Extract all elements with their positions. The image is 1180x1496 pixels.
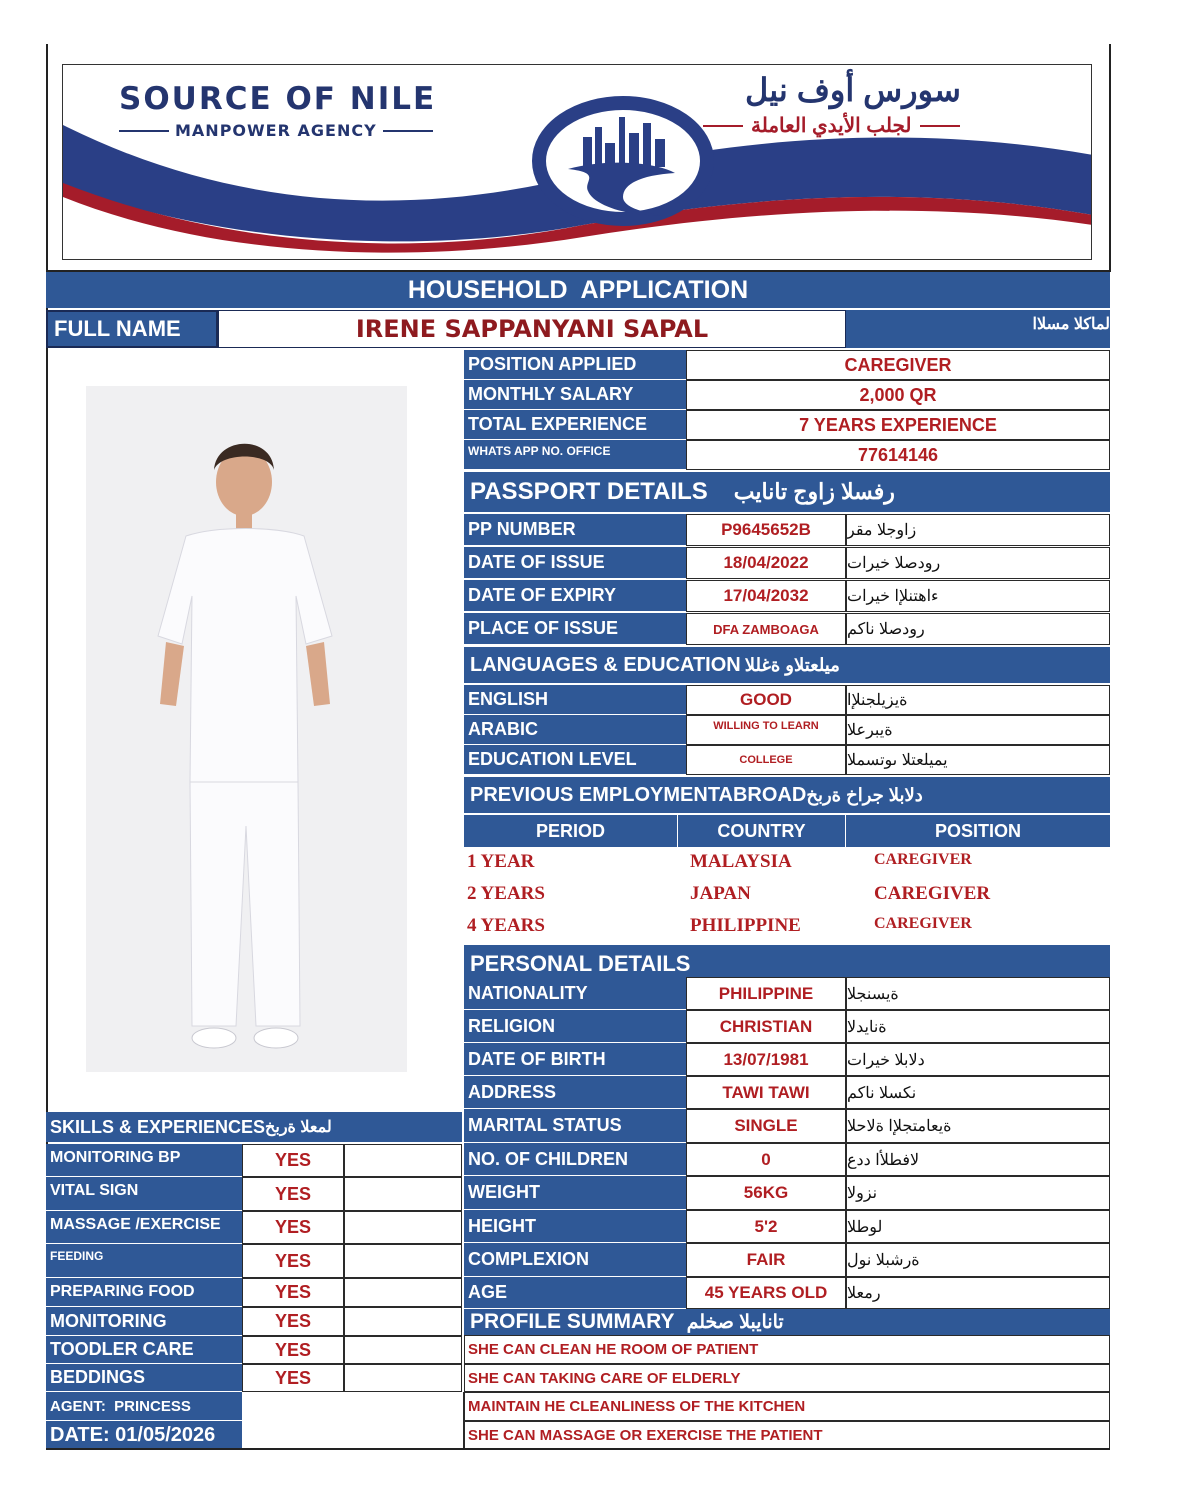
- form-title: HOUSEHOLD APPLICATION: [407, 275, 749, 304]
- languages-title: LANGUAGES & EDUCATION: [470, 653, 741, 676]
- language-ar-label: ةيبرعلا: [846, 715, 1110, 745]
- brand-name-ar: سورس أوف نيل: [745, 72, 961, 108]
- employment-title-ar: دلابلا جراخ ةربخ: [806, 784, 923, 805]
- full-name-text: IRENE SAPPANYANI SAPAL: [355, 315, 709, 343]
- passport-ar-label: رودصلا ناكم: [846, 613, 1110, 645]
- employment-country: JAPAN: [690, 883, 751, 904]
- job-label: WHATS APP NO. OFFICE: [464, 440, 686, 470]
- passport-ar-label: زاوجلا مقر: [846, 514, 1110, 546]
- personal-label: AGE: [464, 1277, 686, 1309]
- skill-value: YES: [242, 1144, 344, 1177]
- skill-label: TOODLER CARE: [46, 1336, 242, 1364]
- passport-label: DATE OF EXPIRY: [464, 580, 686, 612]
- employment-col-country: COUNTRY: [678, 815, 846, 847]
- employment-col-period: PERIOD: [464, 815, 678, 847]
- agency-logo-banner: [62, 64, 1092, 260]
- full-name-value: [218, 310, 846, 348]
- language-label: ENGLISH: [464, 685, 686, 715]
- personal-ar-label: ةيسنجلا: [846, 977, 1110, 1010]
- employment-period: 1 YEAR: [467, 851, 535, 872]
- passport-ar-label: ءاهتنلإا خيرات: [846, 580, 1110, 612]
- personal-label: WEIGHT: [464, 1176, 686, 1210]
- personal-ar-label: لافطلأا ددع: [846, 1143, 1110, 1176]
- personal-value: TAWI TAWI: [686, 1076, 846, 1109]
- summary-line: SHE CAN MASSAGE OR EXERCISE THE PATIENT: [464, 1421, 1110, 1450]
- passport-label: PP NUMBER: [464, 514, 686, 546]
- skill-label: MONITORING BP: [46, 1144, 242, 1177]
- skill-label: MASSAGE /EXERCISE: [46, 1211, 242, 1244]
- skill-value: YES: [242, 1307, 344, 1336]
- form-title-bar: [46, 270, 1110, 308]
- language-value: COLLEGE: [686, 745, 846, 775]
- passport-value: P9645652B: [686, 514, 846, 546]
- skill-label: MONITORING: [46, 1307, 242, 1336]
- employment-country: PHILIPPINE: [690, 915, 801, 936]
- personal-ar-label: ةيعامتجلإا ةلاحلا: [846, 1109, 1110, 1143]
- skills-title: SKILLS & EXPERIENCES: [50, 1116, 266, 1137]
- personal-title: PERSONAL DETAILS: [470, 951, 691, 976]
- personal-label: RELIGION: [464, 1010, 686, 1043]
- personal-label: MARITAL STATUS: [464, 1109, 686, 1143]
- personal-ar-label: ةنايدلا: [846, 1010, 1110, 1043]
- job-value: 2,000 QR: [686, 380, 1110, 410]
- full-name-label: [46, 310, 218, 348]
- passport-ar-label: رودصلا خيرات: [846, 547, 1110, 579]
- summary-line: MAINTAIN HE CLEANLINESS OF THE KITCHEN: [464, 1392, 1110, 1421]
- skill-value: YES: [242, 1211, 344, 1244]
- language-ar-label: ةيزيلجنلإا: [846, 685, 1110, 715]
- summary-title-ar: تانايبلا صخلم: [686, 1311, 784, 1333]
- employment-section-header: [464, 777, 1110, 813]
- brand-subtitle-ar-text: لجلب الأيدي العاملة: [751, 115, 912, 137]
- personal-label: NO. OF CHILDREN: [464, 1143, 686, 1176]
- brand-subtitle-en: [119, 121, 433, 140]
- personal-ar-label: ةرشبلا نول: [846, 1243, 1110, 1277]
- skill-blank-cell: [344, 1244, 462, 1278]
- summary-line: SHE CAN TAKING CARE OF ELDERLY: [464, 1364, 1110, 1392]
- summary-line: SHE CAN CLEAN HE ROOM OF PATIENT: [464, 1335, 1110, 1364]
- personal-ar-label: نكسلا ناكم: [846, 1076, 1110, 1109]
- job-label: MONTHLY SALARY: [464, 380, 686, 410]
- employment-position: CAREGIVER: [874, 851, 972, 868]
- job-label: POSITION APPLIED: [464, 350, 686, 380]
- full-name-ar-label: [846, 310, 1110, 348]
- personal-value: 5'2: [686, 1210, 846, 1243]
- languages-title-ar: ميلعتلاو ةغللا: [744, 654, 840, 675]
- full-name-ar-text: لماكلا مسلاا: [1032, 316, 1110, 333]
- personal-ar-label: نزولا: [846, 1176, 1110, 1210]
- agent-label: AGENT: PRINCESS: [46, 1392, 242, 1421]
- summary-section-header: [464, 1309, 1110, 1335]
- employment-period: 2 YEARS: [467, 883, 545, 904]
- personal-label: DATE OF BIRTH: [464, 1043, 686, 1076]
- brand-subtitle-ar: [703, 113, 960, 138]
- employment-title: PREVIOUS EMPLOYMENTABROAD: [470, 783, 807, 806]
- passport-value: 17/04/2032: [686, 580, 846, 612]
- applicant-photo: [86, 386, 407, 1072]
- personal-value: CHRISTIAN: [686, 1010, 846, 1043]
- skill-label: VITAL SIGN: [46, 1177, 242, 1211]
- language-label: ARABIC: [464, 715, 686, 745]
- passport-title: PASSPORT DETAILS: [470, 478, 708, 505]
- skill-blank-cell: [344, 1144, 462, 1177]
- employment-period: 4 YEARS: [467, 915, 545, 936]
- skill-value: YES: [242, 1278, 344, 1307]
- language-value: GOOD: [686, 685, 846, 715]
- employment-position: CAREGIVER: [874, 883, 991, 904]
- skills-section-header: [46, 1112, 462, 1142]
- job-value: 77614146: [686, 440, 1110, 470]
- languages-section-header: [464, 647, 1110, 683]
- skill-label: FEEDING: [46, 1244, 242, 1278]
- frame-right: [1109, 44, 1111, 272]
- personal-section-header: [464, 945, 1110, 977]
- personal-ar-label: لوطلا: [846, 1210, 1110, 1243]
- personal-label: ADDRESS: [464, 1076, 686, 1109]
- date-label: DATE: 01/05/2026: [46, 1421, 242, 1450]
- passport-label: DATE OF ISSUE: [464, 547, 686, 579]
- personal-label: COMPLEXION: [464, 1243, 686, 1277]
- summary-title: PROFILE SUMMARY: [470, 1310, 675, 1333]
- passport-title-ar: رفسلا زاوج تانايب: [733, 479, 895, 504]
- language-value: WILLING TO LEARN: [686, 715, 846, 745]
- employment-col-position: POSITION: [846, 815, 1110, 847]
- personal-value: 0: [686, 1143, 846, 1176]
- skills-title-ar: لمعلا ةربخ: [265, 1119, 332, 1136]
- employment-country: MALAYSIA: [690, 851, 792, 872]
- personal-value: 13/07/1981: [686, 1043, 846, 1076]
- brand-name-en: SOURCE OF NILE: [119, 81, 437, 117]
- personal-label: NATIONALITY: [464, 977, 686, 1010]
- passport-label: PLACE OF ISSUE: [464, 613, 686, 645]
- sheet-bottom-border: [46, 1448, 1110, 1450]
- skill-blank-cell: [344, 1336, 462, 1364]
- applicant-figure: [86, 386, 407, 1072]
- language-ar-label: يميلعتلا ىوتسملا: [846, 745, 1110, 775]
- personal-ar-label: رمعلا: [846, 1277, 1110, 1309]
- personal-value: 56KG: [686, 1176, 846, 1210]
- job-value: CAREGIVER: [686, 350, 1110, 380]
- job-value: 7 YEARS EXPERIENCE: [686, 410, 1110, 440]
- skill-value: YES: [242, 1244, 344, 1278]
- language-label: EDUCATION LEVEL: [464, 745, 686, 775]
- skill-value: YES: [242, 1177, 344, 1211]
- application-sheet: [46, 44, 1112, 1450]
- personal-value: PHILIPPINE: [686, 977, 846, 1010]
- personal-ar-label: دلابلا خيرات: [846, 1043, 1110, 1076]
- personal-label: HEIGHT: [464, 1210, 686, 1243]
- skill-blank-cell: [344, 1278, 462, 1307]
- skill-value: YES: [242, 1336, 344, 1364]
- personal-value: SINGLE: [686, 1109, 846, 1143]
- passport-section-header: [464, 472, 1110, 512]
- personal-value: FAIR: [686, 1243, 846, 1277]
- skill-value: YES: [242, 1364, 344, 1392]
- skill-label: PREPARING FOOD: [46, 1278, 242, 1307]
- passport-value: 18/04/2022: [686, 547, 846, 579]
- personal-value: 45 YEARS OLD: [686, 1277, 846, 1309]
- footer-blank-cell: [242, 1392, 464, 1450]
- brand-subtitle-en-text: MANPOWER AGENCY: [175, 121, 377, 140]
- employment-position: CAREGIVER: [874, 915, 972, 932]
- skill-blank-cell: [344, 1364, 462, 1392]
- passport-value: DFA ZAMBOAGA: [686, 613, 846, 645]
- skill-blank-cell: [344, 1211, 462, 1244]
- full-name-label-text: FULL NAME: [54, 316, 181, 341]
- job-label: TOTAL EXPERIENCE: [464, 410, 686, 440]
- skill-label: BEDDINGS: [46, 1364, 242, 1392]
- skill-blank-cell: [344, 1177, 462, 1211]
- skill-blank-cell: [344, 1307, 462, 1336]
